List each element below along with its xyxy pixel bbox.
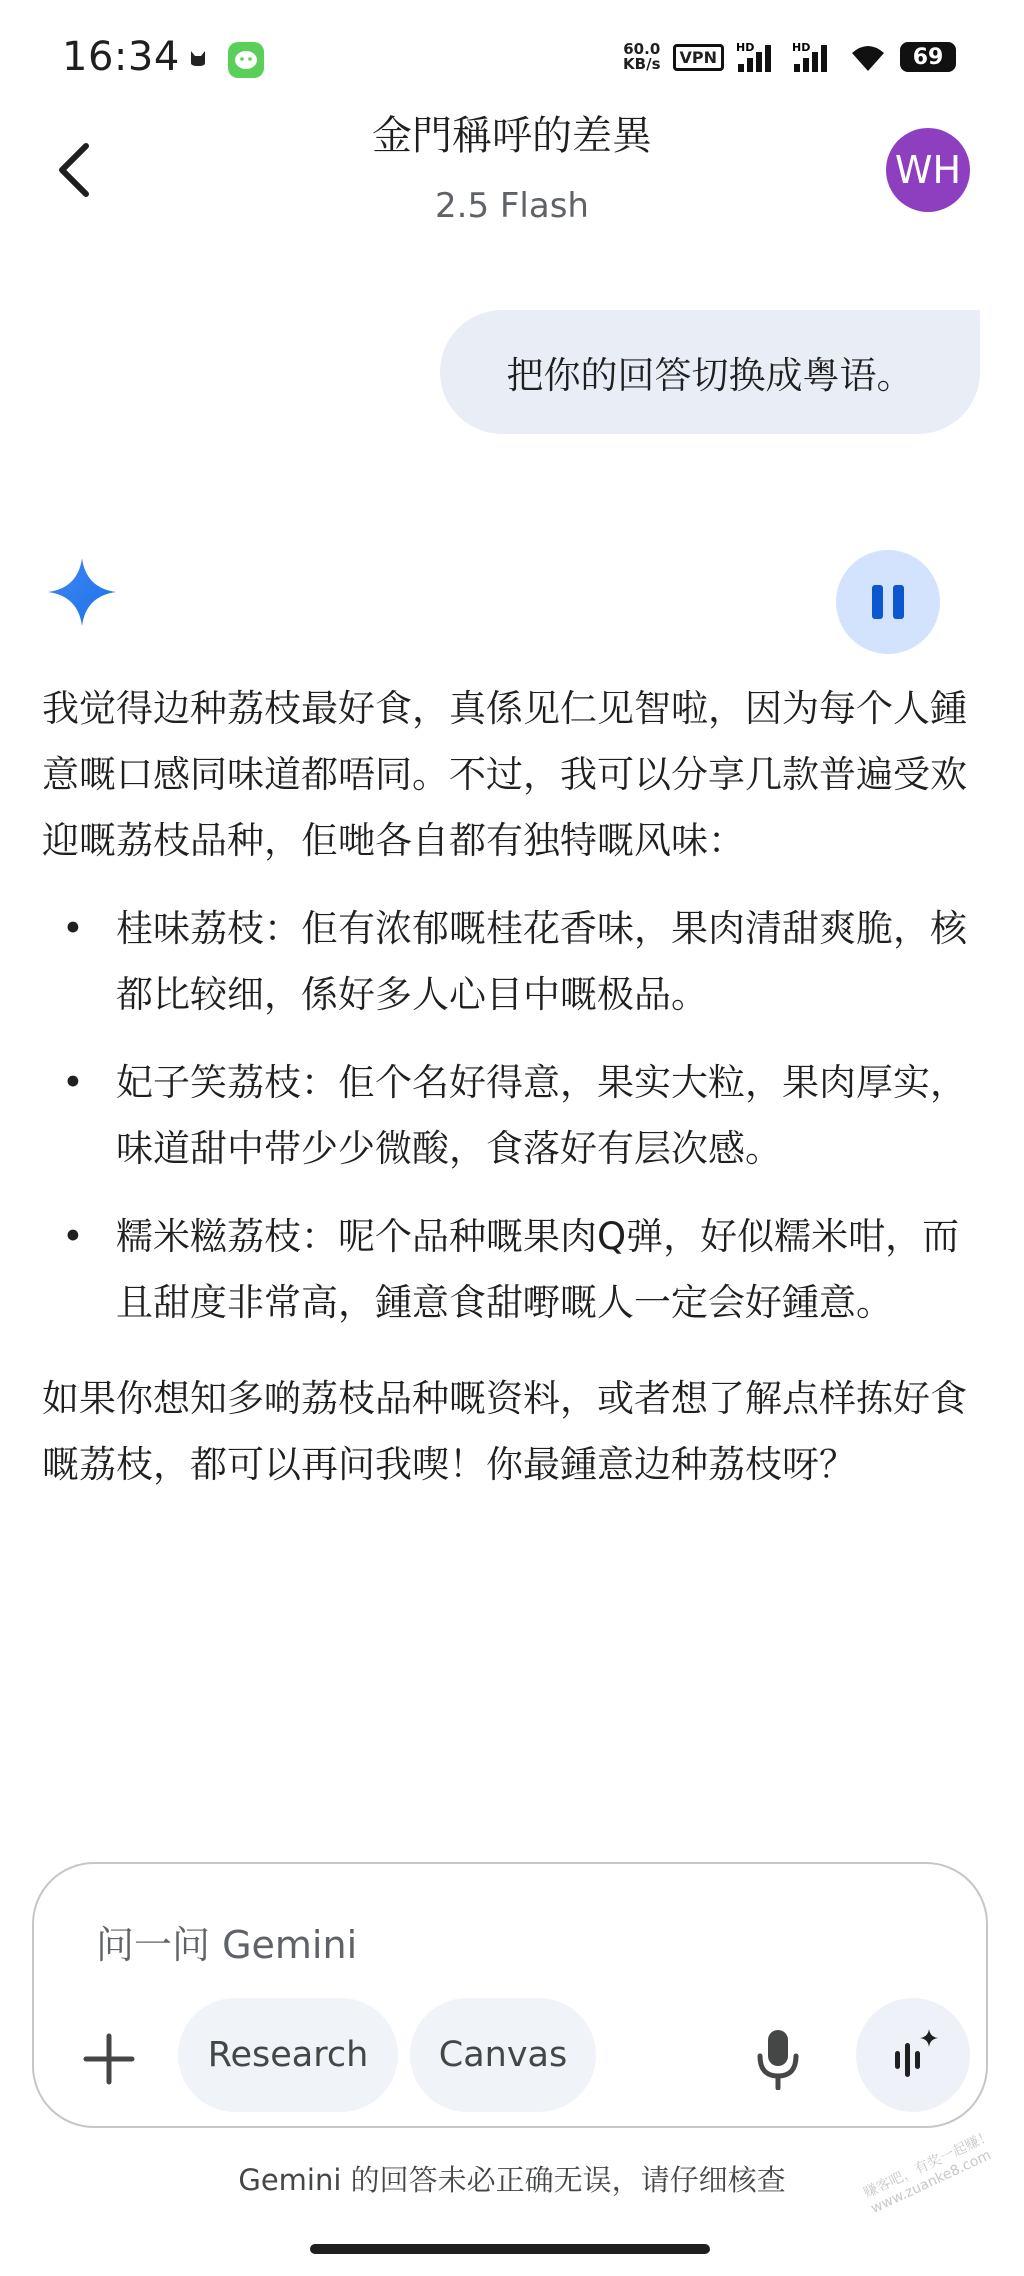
- response-outro: 如果你想知多啲荔枝品种嘅资料，或者想了解点样拣好食嘅荔枝，都可以再问我喫！你最鍾意边种荔枝呀？: [42, 1377, 967, 1486]
- pause-audio-button[interactable]: [836, 550, 940, 654]
- pause-icon: [872, 585, 883, 619]
- account-avatar[interactable]: WH: [886, 128, 970, 212]
- lychee-list: [42, 896, 982, 1336]
- gemini-live-button[interactable]: [856, 1998, 970, 2112]
- gemini-sparkle-icon: [46, 556, 118, 628]
- research-chip[interactable]: Research: [178, 1998, 398, 2112]
- wechat-notification-icon: [228, 42, 264, 78]
- gemini-response: [42, 676, 982, 1498]
- vpn-badge: VPN: [673, 44, 725, 71]
- signal-hd-2-icon: [792, 40, 836, 74]
- microphone-icon[interactable]: [752, 2028, 804, 2090]
- wifi-icon: [848, 41, 888, 73]
- user-message-bubble: 把你的回答切换成粤语。: [440, 310, 980, 434]
- cat-notification-icon: [188, 48, 208, 68]
- home-indicator[interactable]: [310, 2244, 710, 2254]
- list-item: • 妃子笑荔枝：佢个名好得意，果实大粒，果肉厚实，味道甜中带少少微酸，食落好有层次感。: [42, 1050, 982, 1182]
- battery-indicator: 69: [900, 42, 956, 72]
- disclaimer-text: Gemini 的回答未必正确无误，请仔细核查: [238, 2163, 786, 2197]
- conversation-title[interactable]: 金門稱呼的差異: [372, 113, 652, 159]
- list-item: • 糯米糍荔枝：呢个品种嘅果肉Q弹，好似糯米咁，而且甜度非常高，鍾意食甜嘢嘅人一定会好鍾意。: [42, 1204, 982, 1336]
- watermark: 赚客吧，有奖一起赚！ www.zuanke8.com: [861, 2127, 995, 2217]
- network-speed: 60.0 KB/s: [623, 40, 661, 73]
- status-time: 16:34: [62, 34, 180, 80]
- add-attachment-icon[interactable]: [80, 2030, 138, 2088]
- prompt-input[interactable]: 问一问 Gemini: [96, 1923, 358, 1967]
- model-selector[interactable]: 2.5 Flash: [435, 186, 589, 226]
- svg-text:HD: HD: [736, 41, 755, 54]
- svg-text:HD: HD: [792, 41, 811, 54]
- canvas-chip[interactable]: Canvas: [410, 1998, 596, 2112]
- response-intro: 我觉得边种荔枝最好食，真係见仁见智啦，因为每个人鍾意嘅口感同味道都唔同。不过，我可以分享几款普遍受欢迎嘅荔枝品种，佢哋各自都有独特嘅风味：: [42, 687, 967, 862]
- signal-hd-1-icon: [736, 40, 780, 74]
- live-waveform-icon: [883, 2025, 943, 2085]
- list-item: • 桂味荔枝：佢有浓郁嘅桂花香味，果肉清甜爽脆，核都比较细，係好多人心目中嘅极品。: [42, 896, 982, 1028]
- status-indicators: [623, 40, 956, 74]
